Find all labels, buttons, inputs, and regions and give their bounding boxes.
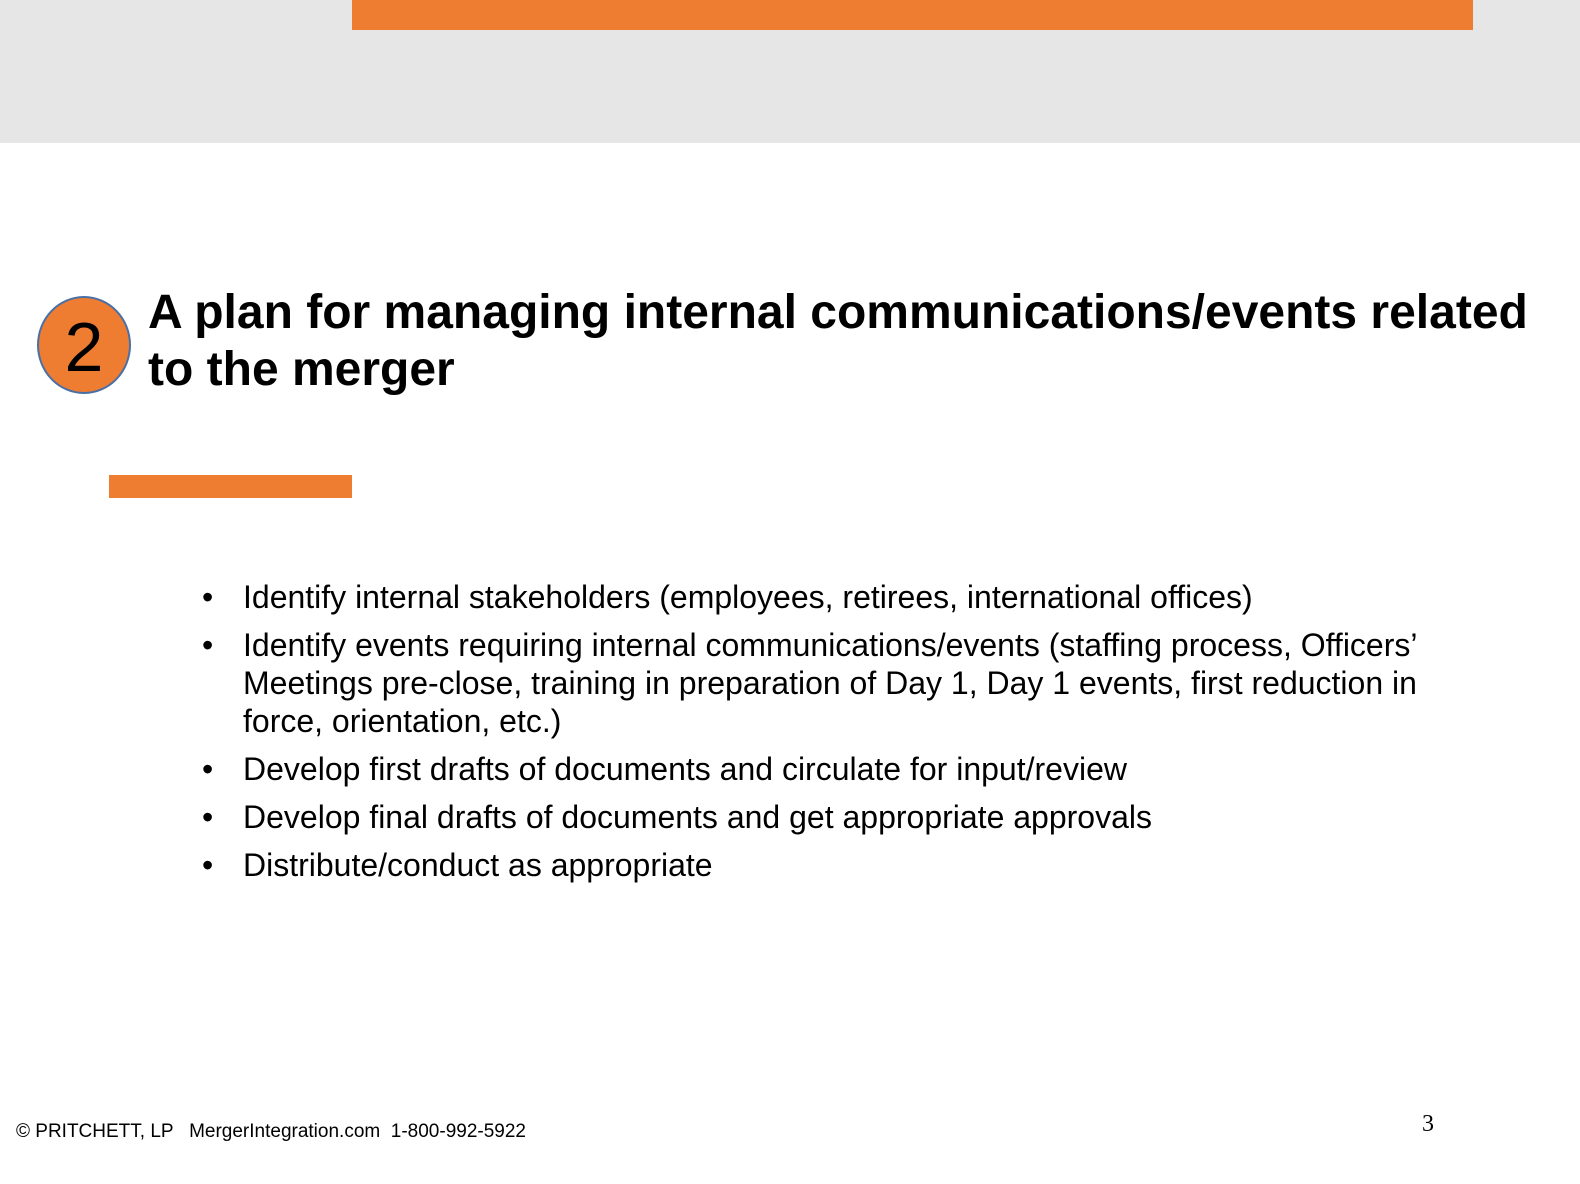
- page-number: 3: [1422, 1111, 1434, 1137]
- bullet-text: Distribute/conduct as appropriate: [243, 847, 713, 883]
- bullet-text: Develop first drafts of documents and circulate for input/review: [243, 751, 1127, 787]
- top-accent-bar: [352, 0, 1473, 30]
- bullet-item: [200, 798, 1480, 836]
- bullet-item: [200, 750, 1480, 788]
- bullet-icon: •: [202, 799, 214, 835]
- bullet-item: [200, 846, 1480, 884]
- bullet-icon: •: [202, 847, 214, 883]
- bullet-list: [200, 578, 1480, 894]
- bullet-text: Identify events requiring internal communications/events (staffing process, Officers’ Meetings pre-close, training in preparation of Day 1, Day 1 events, first reduction in force, orientation, etc.): [243, 627, 1417, 739]
- bullet-icon: •: [202, 751, 214, 787]
- title-accent-underline: [109, 475, 352, 498]
- bullet-text: Develop final drafts of documents and get appropriate approvals: [243, 799, 1152, 835]
- bullet-icon: •: [202, 627, 214, 663]
- step-number: 2: [64, 308, 104, 386]
- step-number-badge: [37, 296, 131, 394]
- bullet-item: [200, 578, 1480, 616]
- footer-copyright: © PRITCHETT, LP MergerIntegration.com 1-800-992-5922: [16, 1121, 526, 1142]
- page-title: A plan for managing internal communications/events related to the merger: [148, 286, 1528, 396]
- bullet-item: [200, 626, 1480, 740]
- bullet-icon: •: [202, 579, 214, 615]
- bullet-text: Identify internal stakeholders (employees, retirees, international offices): [243, 579, 1253, 615]
